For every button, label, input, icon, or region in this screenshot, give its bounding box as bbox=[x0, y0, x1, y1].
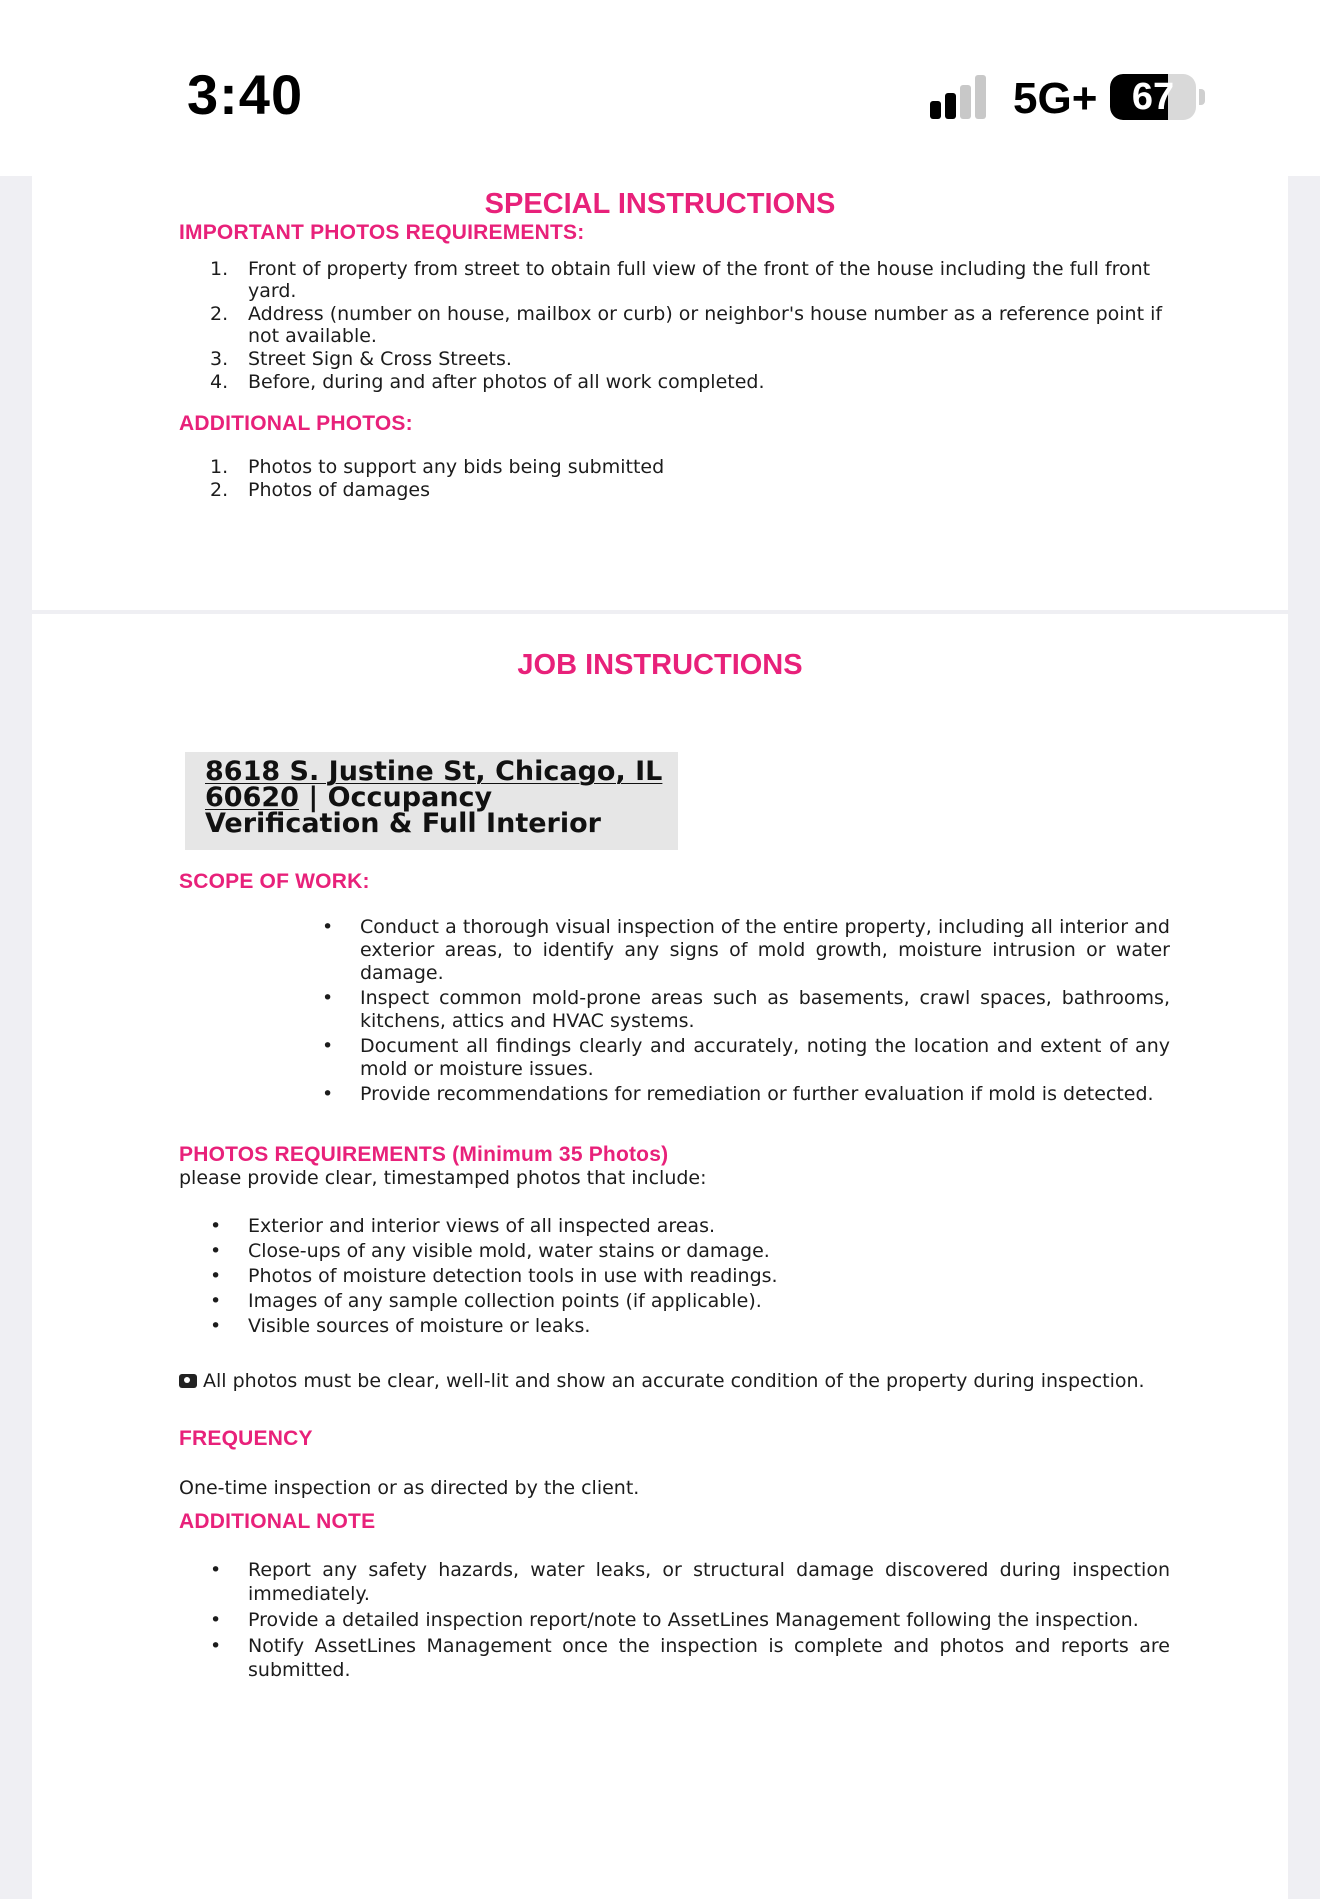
important-photos-heading: IMPORTANT PHOTOS REQUIREMENTS: bbox=[179, 221, 585, 244]
special-instructions-title: SPECIAL INSTRUCTIONS bbox=[484, 188, 836, 220]
photos-list bbox=[210, 1214, 1110, 1339]
list-item: 1. Photos to support any bids being submitted bbox=[210, 456, 665, 478]
list-item: • Visible sources of moisture or leaks. bbox=[210, 1314, 1110, 1339]
list-item: • Images of any sample collection points (if applicable). bbox=[210, 1289, 1110, 1314]
frequency-heading: FREQUENCY bbox=[179, 1427, 313, 1450]
list-item: • Provide a detailed inspection report/note to AssetLines Management following the inspection. bbox=[210, 1608, 1170, 1632]
photos-requirements-heading: PHOTOS REQUIREMENTS (Minimum 35 Photos) bbox=[179, 1143, 669, 1166]
scope-heading: SCOPE OF WORK: bbox=[179, 870, 370, 893]
battery-tip bbox=[1199, 89, 1205, 105]
important-photos-list bbox=[210, 258, 1176, 394]
list-item: • Photos of moisture detection tools in use with readings. bbox=[210, 1264, 1110, 1289]
additional-photos-list bbox=[210, 456, 1176, 502]
battery-level: 67 bbox=[1131, 76, 1175, 118]
signal-bar bbox=[930, 101, 941, 119]
signal-bar bbox=[960, 85, 971, 119]
property-address bbox=[185, 752, 678, 850]
list-item: 2. Address (number on house, mailbox or curb) or neighbor's house number as a reference point if not available. bbox=[210, 303, 1163, 347]
battery-icon bbox=[1110, 74, 1196, 120]
photos-intro: please provide clear, timestamped photos that include: bbox=[179, 1167, 707, 1189]
camera-icon bbox=[179, 1374, 197, 1388]
list-item: • Report any safety hazards, water leaks, or structural damage discovered during inspection immediately. bbox=[210, 1558, 1170, 1606]
scope-list bbox=[322, 916, 1170, 1106]
list-item: 2. Photos of damages bbox=[210, 479, 430, 501]
network-type: 5G+ bbox=[1013, 74, 1098, 123]
list-item: 3. Street Sign & Cross Streets. bbox=[210, 348, 512, 370]
list-item: • Close-ups of any visible mold, water stains or damage. bbox=[210, 1239, 1110, 1264]
document-page-1 bbox=[32, 176, 1288, 610]
list-item: • Notify AssetLines Management once the inspection is complete and photos and reports are submitted. bbox=[210, 1634, 1170, 1682]
additional-note-heading: ADDITIONAL NOTE bbox=[179, 1510, 376, 1533]
list-item: • Conduct a thorough visual inspection of the entire property, including all interior and exterior areas, to identify any signs of mold growth, moisture intrusion or water damage. bbox=[322, 916, 1170, 985]
list-item: • Inspect common mold-prone areas such as basements, crawl spaces, bathrooms, kitchens, attics and HVAC systems. bbox=[322, 987, 1170, 1033]
status-bar bbox=[0, 0, 1320, 176]
list-item: 4. Before, during and after photos of all work completed. bbox=[210, 371, 765, 393]
job-instructions-title: JOB INSTRUCTIONS bbox=[517, 649, 803, 681]
additional-note-list bbox=[210, 1558, 1170, 1682]
additional-photos-heading: ADDITIONAL PHOTOS: bbox=[179, 412, 413, 435]
signal-bar bbox=[975, 75, 986, 119]
signal-bar bbox=[945, 93, 956, 119]
address-zip: 60620 bbox=[205, 782, 299, 813]
clock: 3:40 bbox=[187, 63, 304, 126]
address-separator: | Occupancy bbox=[298, 782, 493, 813]
list-item: • Exterior and interior views of all inspected areas. bbox=[210, 1214, 1110, 1239]
address-line-3: Verification & Full Interior bbox=[205, 808, 601, 839]
signal-strength-icon bbox=[930, 75, 994, 119]
address-line-1: 8618 S. Justine St, Chicago, IL bbox=[205, 756, 663, 787]
frequency-text: One-time inspection or as directed by the client. bbox=[179, 1477, 640, 1499]
photos-note: All photos must be clear, well-lit and show an accurate condition of the property during inspection. bbox=[179, 1369, 1179, 1394]
list-item: • Provide recommendations for remediation or further evaluation if mold is detected. bbox=[322, 1083, 1170, 1106]
document-page-2 bbox=[32, 614, 1288, 1899]
list-item: • Document all findings clearly and accurately, noting the location and extent of any mold or moisture issues. bbox=[322, 1035, 1170, 1081]
list-item: 1. Front of property from street to obtain full view of the front of the house including the full front yard. bbox=[210, 258, 1151, 302]
